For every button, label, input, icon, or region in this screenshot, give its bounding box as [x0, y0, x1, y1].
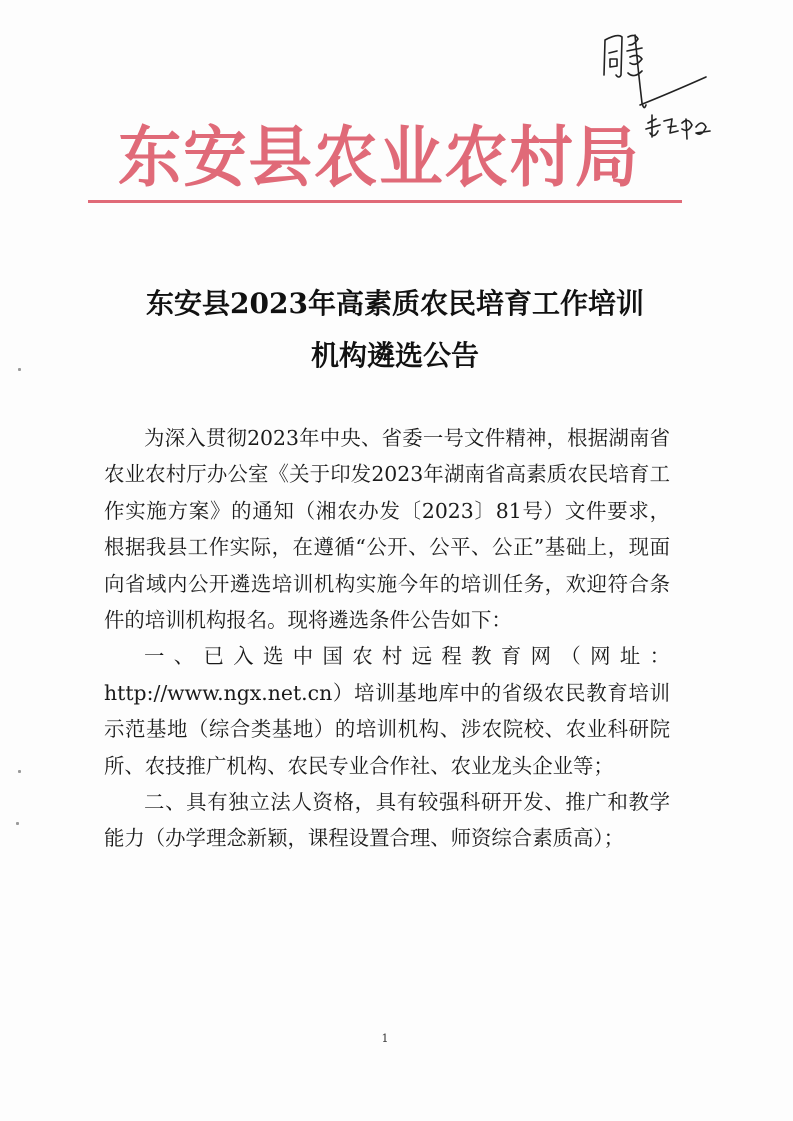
title-line-2: 机构遴选公告	[310, 339, 479, 372]
scan-speck	[16, 822, 19, 825]
title-line-1: 东安县2023年高素质农民培育工作培训	[146, 287, 644, 320]
agency-letterhead: 东安县农业农村局	[118, 118, 641, 196]
document-body	[104, 420, 670, 857]
intro-paragraph: 为深入贯彻2023年中央、省委一号文件精神，根据湖南省农业农村厅办公室《关于印发2023年湖南省高素质农民培育工作实施方案》的通知（湘农办发〔2023〕81号）文件要求，根据我县工作实际，在遵循“公开、公平、公正”基础上，现面向省域内公开遴选培训机构实施今年的培训任务，欢迎符合条件的培训机构报名。现将遴选条件公告如下：	[104, 426, 670, 633]
scan-speck	[18, 770, 21, 773]
page-number: 1	[381, 1032, 389, 1045]
scan-speck	[18, 368, 21, 371]
letterhead-divider	[88, 200, 682, 203]
handwritten-signature	[590, 15, 740, 165]
document-title	[100, 278, 690, 382]
condition-1-paragraph: 一、已入选中国农村远程教育网（网址：http://www.ngx.net.cn）培训基地库中的省级农民教育培训示范基地（综合类基地）的培训机构、涉农院校、农业科研院所、农技推广机构、农民专业合作社、农业龙头企业等；	[104, 644, 670, 778]
condition-2-paragraph: 二、具有独立法人资格，具有较强科研开发、推广和教学能力（办学理念新颖，课程设置合理、师资综合素质高）；	[104, 790, 670, 851]
